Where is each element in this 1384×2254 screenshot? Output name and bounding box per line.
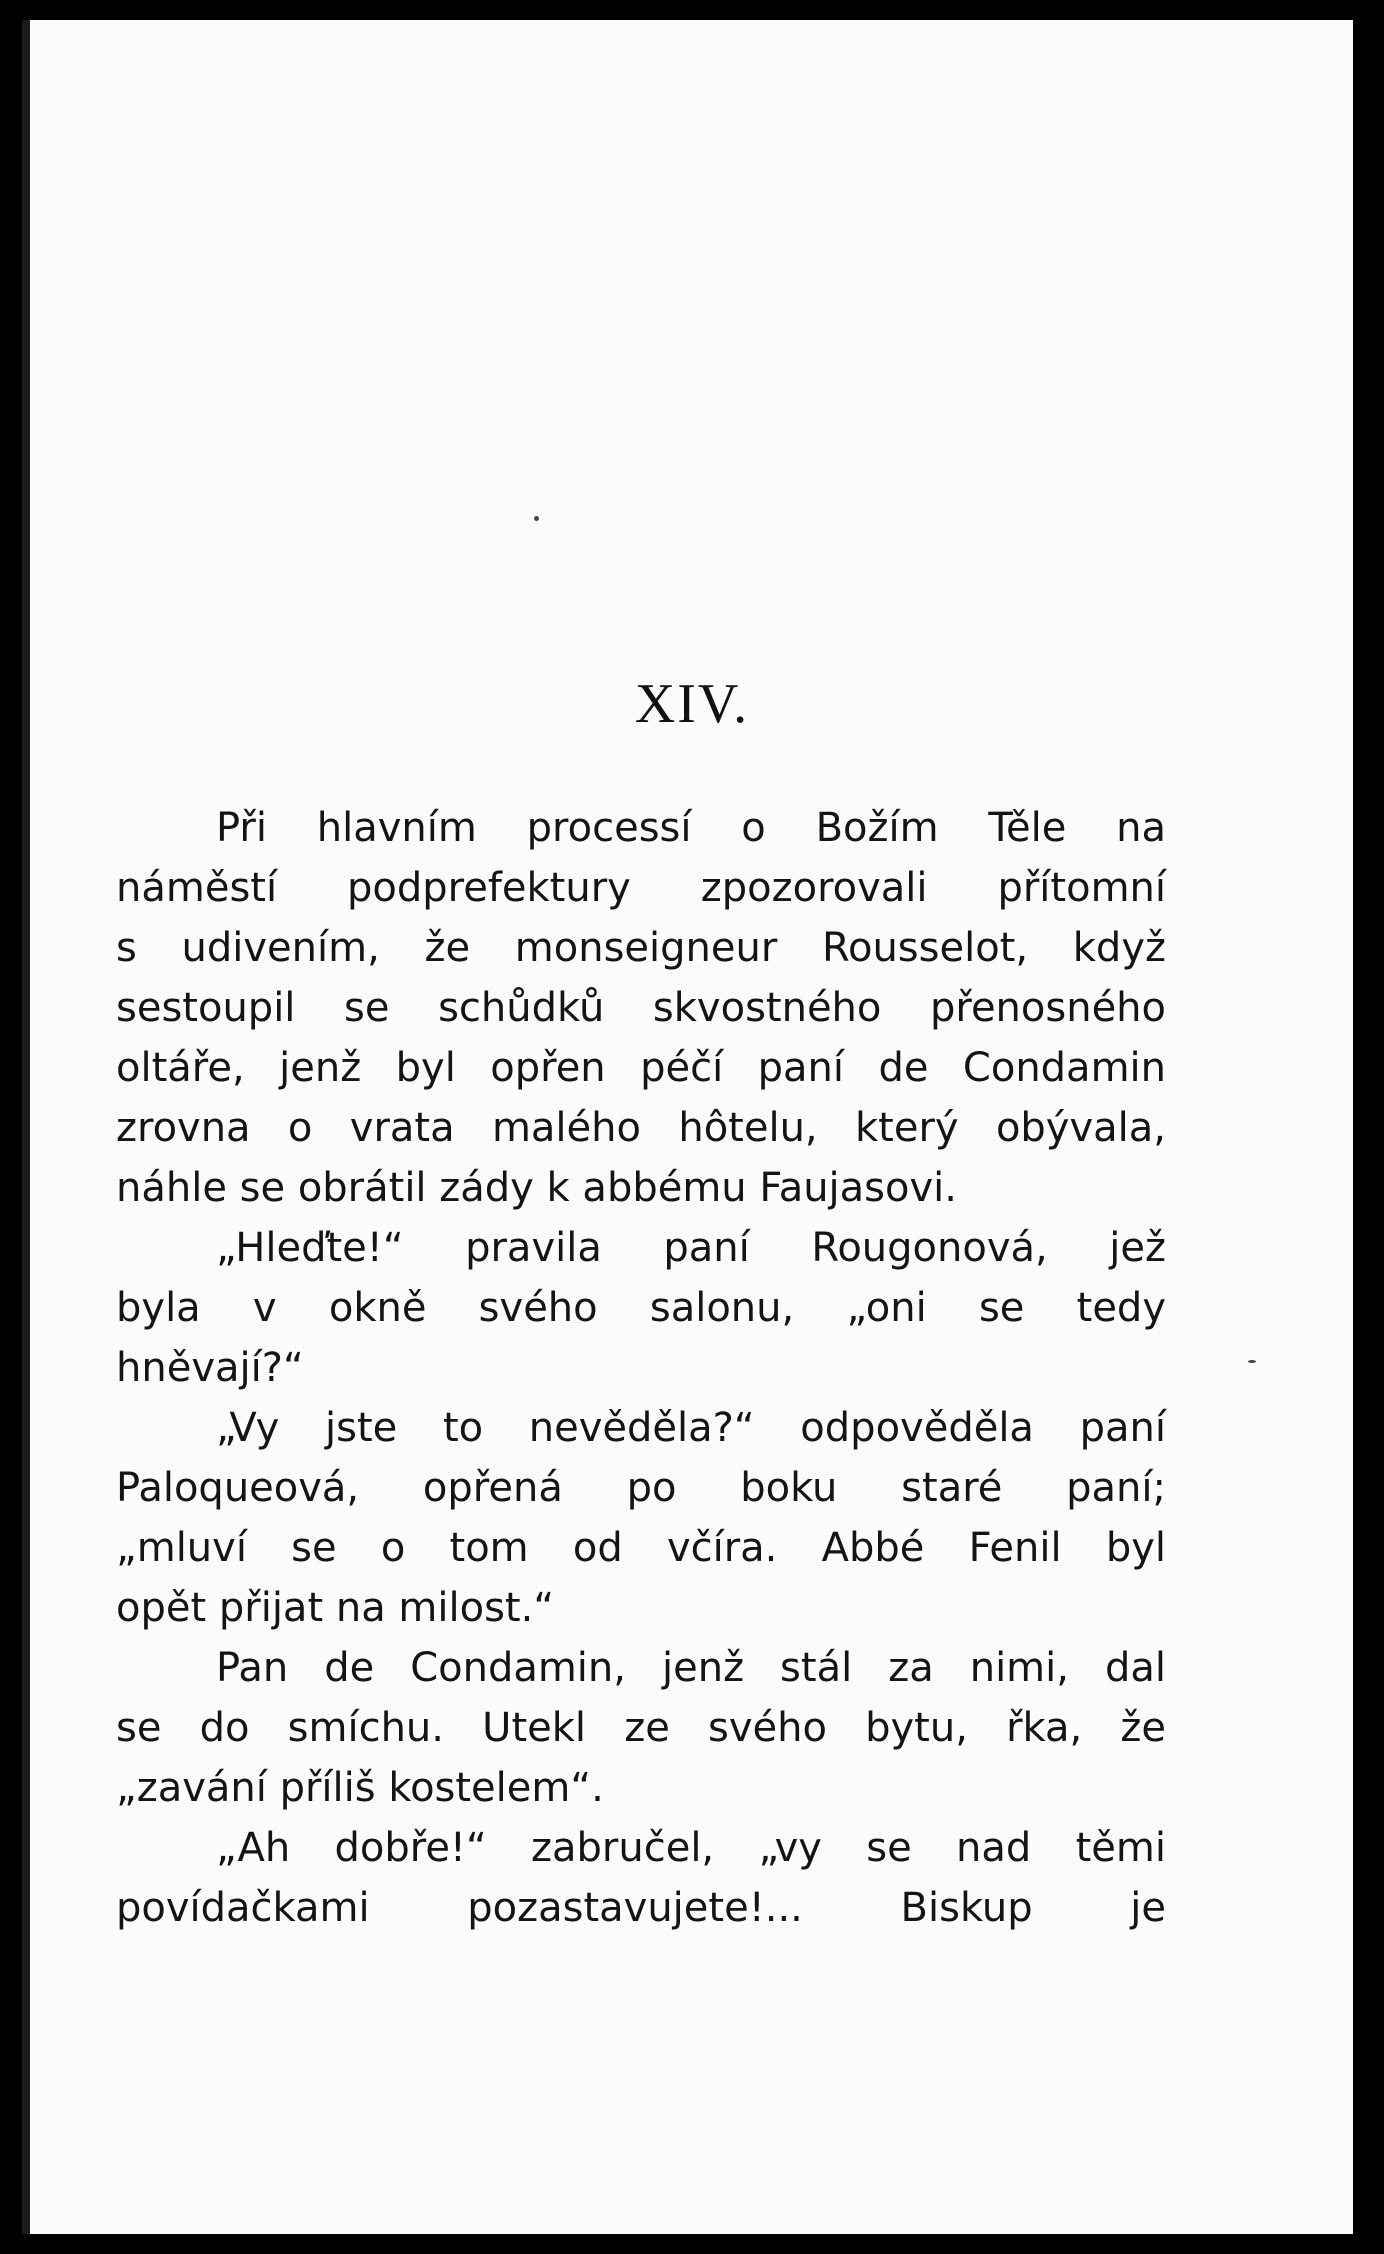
- text-line: Paloqueová, opřená po boku staré paní;: [116, 1465, 1166, 1511]
- text-line: „Ah dobře!“ zabručel, „vy se nad těmi: [216, 1825, 1166, 1871]
- page-binding-edge: [22, 20, 30, 2234]
- print-speck: [1248, 1360, 1256, 1363]
- text-line: „zavání příliš kostelem“.: [116, 1765, 604, 1811]
- text-line: oltáře, jenž byl opřen péčí paní de Condamin: [116, 1045, 1166, 1091]
- text-line: náhle se obrátil zády k abbému Faujasovi.: [116, 1165, 957, 1211]
- text-line: sestoupil se schůdků skvostného přenosného: [116, 985, 1166, 1031]
- text-line: „mluví se o tom od včíra. Abbé Fenil byl: [116, 1525, 1166, 1571]
- text-line: hněvají?“: [116, 1345, 304, 1391]
- text-line: Pan de Condamin, jenž stál za nimi, dal: [216, 1645, 1166, 1691]
- print-speck: [534, 516, 539, 521]
- text-line: povídačkami pozastavujete!... Biskup je: [116, 1885, 1166, 1931]
- text-line: byla v okně svého salonu, „oni se tedy: [116, 1285, 1166, 1331]
- text-line: opět přijat na milost.“: [116, 1585, 555, 1631]
- text-line: „Vy jste to nevěděla?“ odpověděla paní: [216, 1405, 1166, 1451]
- text-line: se do smíchu. Utekl ze svého bytu, řka, že: [116, 1705, 1166, 1751]
- text-line: „Hleďte!“ pravila paní Rougonová, jež: [216, 1225, 1166, 1271]
- text-line: zrovna o vrata malého hôtelu, který obývala,: [116, 1105, 1166, 1151]
- text-line: náměstí podprefektury zpozorovali přítomní: [116, 865, 1166, 911]
- chapter-heading: XIV.: [634, 673, 750, 735]
- text-line: Při hlavním processí o Božím Těle na: [216, 805, 1166, 851]
- text-line: s udivením, že monseigneur Rousselot, když: [116, 925, 1166, 971]
- body-text: [116, 798, 1166, 1938]
